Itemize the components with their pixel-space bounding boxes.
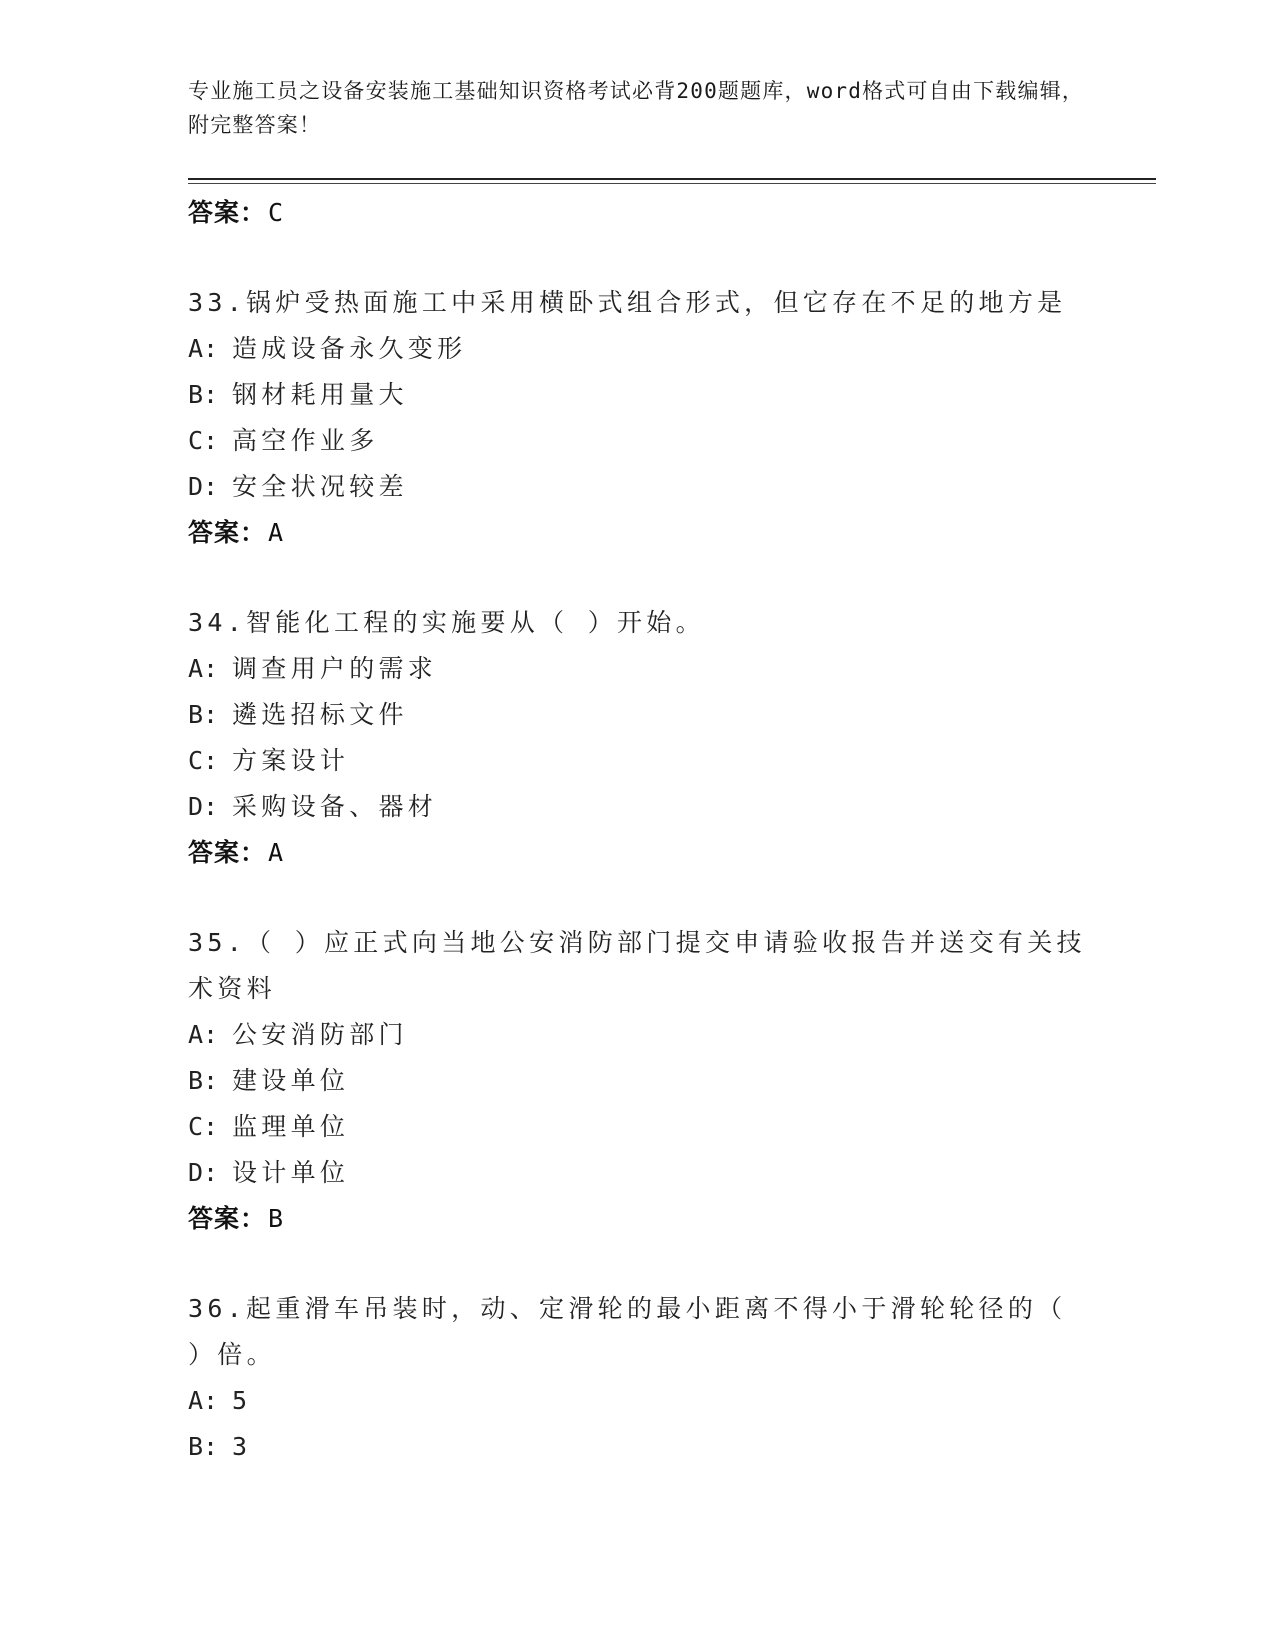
answer-value: B [268,1204,285,1233]
option-d [188,784,1088,830]
option-text: 调查用户的需求 [232,654,438,683]
answer-label: 答案： [188,198,267,227]
document-header: 专业施工员之设备安装施工基础知识资格考试必背200题题库，word格式可自由下载编辑，附完整答案！ [188,79,1085,137]
answer-line [188,1196,1088,1242]
question-text: 36.起重滑车吊装时，动、定滑轮的最小距离不得小于滑轮轮径的（ ）倍。 [188,1294,1067,1369]
answer-line [188,510,1088,556]
option-text: 方案设计 [232,746,350,775]
option-text: 安全状况较差 [232,472,408,501]
option-d [188,1150,1088,1196]
header-divider-thin [188,183,1156,184]
option-key: B: [188,700,219,729]
option-key: A: [188,334,219,363]
option-b [188,692,1088,738]
option-key: C: [188,746,219,775]
question-text: 35.（ ）应正式向当地公安消防部门提交申请验收报告并送交有关技术资料 [188,928,1086,1003]
option-key: B: [188,380,219,409]
option-text: 建设单位 [232,1066,350,1095]
answer-value: A [268,838,285,867]
option-d [188,464,1088,510]
option-key: D: [188,472,219,501]
option-text: 遴选招标文件 [232,700,408,729]
option-key: B: [188,1432,219,1461]
question-text: 33.锅炉受热面施工中采用横卧式组合形式，但它存在不足的地方是 [188,288,1067,317]
option-b [188,372,1088,418]
option-text: 3 [232,1432,252,1461]
question-text: 34.智能化工程的实施要从（ ）开始。 [188,608,705,637]
option-key: A: [188,654,219,683]
answer-value: C [268,198,285,227]
option-text: 5 [232,1386,252,1415]
option-key: A: [188,1020,219,1049]
option-a [188,646,1088,692]
option-a [188,1012,1088,1058]
answer-line [188,190,1088,236]
answer-value: A [268,518,285,547]
option-text: 高空作业多 [232,426,379,455]
option-text: 造成设备永久变形 [232,334,467,363]
option-key: C: [188,426,219,455]
answer-label: 答案： [188,518,267,547]
option-b [188,1424,1088,1470]
option-c [188,738,1088,784]
answer-line [188,830,1088,876]
option-text: 监理单位 [232,1112,350,1141]
option-key: D: [188,792,219,821]
option-c [188,1104,1088,1150]
option-c [188,418,1088,464]
option-key: D: [188,1158,219,1187]
option-key: C: [188,1112,219,1141]
option-a [188,326,1088,372]
header-divider-thick [188,178,1156,180]
option-text: 采购设备、器材 [232,792,438,821]
option-text: 公安消防部门 [232,1020,408,1049]
option-b [188,1058,1088,1104]
question-list [188,190,1088,1470]
option-key: B: [188,1066,219,1095]
answer-label: 答案： [188,1204,267,1233]
option-text: 钢材耗用量大 [232,380,408,409]
option-text: 设计单位 [232,1158,350,1187]
answer-label: 答案： [188,838,267,867]
option-a [188,1378,1088,1424]
option-key: A: [188,1386,219,1415]
